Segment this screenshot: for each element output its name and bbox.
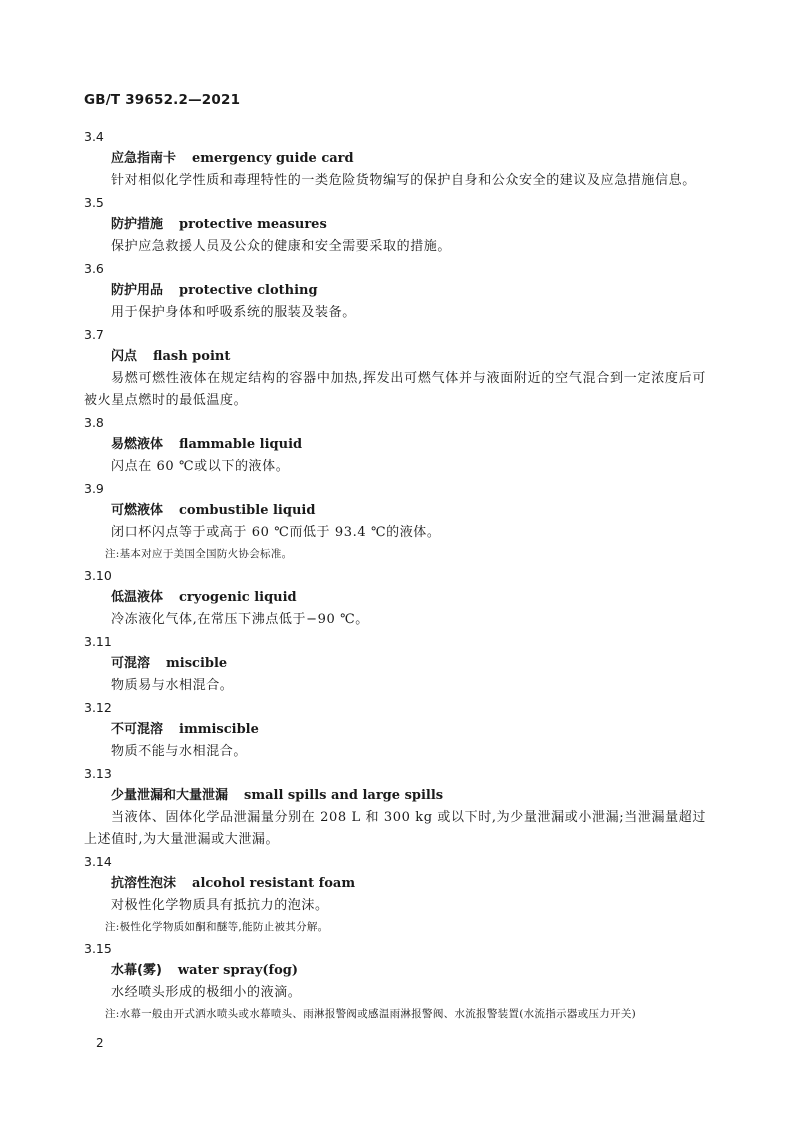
entry-definition: 物质易与水相混合。	[111, 678, 234, 693]
term-zh: 少量泄漏和大量泄漏	[111, 788, 229, 803]
entry-3-10	[84, 565, 706, 631]
entry-3-12	[84, 697, 706, 763]
entry-3-13	[84, 763, 706, 851]
entry-definition: 闭口杯闪点等于或高于 60 ℃而低于 93.4 ℃的液体。	[111, 525, 441, 540]
entry-term	[84, 719, 706, 741]
entry-number: 3.10	[84, 568, 112, 583]
term-en: immiscible	[179, 722, 259, 737]
entry-definition: 易燃可燃性液体在规定结构的容器中加热,挥发出可燃气体并与液面附近的空气混合到一定浓度后可被火星点燃时的最低温度。	[84, 371, 706, 408]
entry-3-7	[84, 324, 706, 412]
entry-number: 3.12	[84, 700, 112, 715]
entry-number: 3.15	[84, 941, 112, 956]
entry-number: 3.8	[84, 415, 104, 430]
entry-3-5	[84, 192, 706, 258]
entry-term	[84, 214, 706, 236]
term-zh: 可混溶	[111, 656, 151, 671]
term-en: miscible	[166, 656, 228, 671]
entry-definition: 物质不能与水相混合。	[111, 744, 248, 759]
term-zh: 应急指南卡	[111, 151, 177, 166]
entry-3-8	[84, 412, 706, 478]
entry-3-6	[84, 258, 706, 324]
entry-note: 注:基本对应于美国全国防火协会标准。	[105, 548, 293, 560]
term-zh: 水幕(雾)	[111, 963, 162, 978]
entry-definition: 保护应急救援人员及公众的健康和安全需要采取的措施。	[111, 239, 452, 254]
term-zh: 不可混溶	[111, 722, 164, 737]
term-zh: 防护措施	[111, 217, 164, 232]
entry-number: 3.6	[84, 261, 104, 276]
entry-3-14	[84, 851, 706, 938]
term-en: flammable liquid	[179, 437, 303, 452]
entry-3-11	[84, 631, 706, 697]
entry-definition: 当液体、固体化学品泄漏量分别在 208 L 和 300 kg 或以下时,为少量泄漏或小泄漏;当泄漏量超过上述值时,为大量泄漏或大泄漏。	[84, 810, 706, 847]
term-zh: 易燃液体	[111, 437, 164, 452]
entry-number: 3.14	[84, 854, 112, 869]
entry-definition: 水经喷头形成的极细小的液滴。	[111, 985, 302, 1000]
entry-term	[84, 346, 706, 368]
term-zh: 低温液体	[111, 590, 164, 605]
entry-note: 注:水幕一般由开式洒水喷头或水幕喷头、雨淋报警阀或感温雨淋报警阀、水流报警装置(水流指示器或压力开关)	[105, 1008, 637, 1020]
entry-definition: 针对相似化学性质和毒理特性的一类危险货物编写的保护自身和公众安全的建议及应急措施信息。	[111, 173, 696, 188]
entry-term	[84, 960, 706, 982]
terms-section	[84, 126, 706, 1025]
term-en: emergency guide card	[192, 151, 354, 166]
entry-definition: 冷冻液化气体,在常压下沸点低于−90 ℃。	[111, 612, 369, 627]
entry-number: 3.5	[84, 195, 104, 210]
entry-term	[84, 873, 706, 895]
term-en: protective measures	[179, 217, 327, 232]
term-en: small spills and large spills	[244, 788, 444, 803]
entry-3-4	[84, 126, 706, 192]
term-en: water spray(fog)	[177, 963, 299, 978]
term-zh: 抗溶性泡沫	[111, 876, 177, 891]
page-number: 2	[96, 1036, 104, 1050]
entry-term	[84, 434, 706, 456]
term-en: cryogenic liquid	[179, 590, 297, 605]
entry-3-9	[84, 478, 706, 565]
entry-number: 3.11	[84, 634, 112, 649]
entry-number: 3.9	[84, 481, 104, 496]
term-zh: 防护用品	[111, 283, 164, 298]
entry-term	[84, 653, 706, 675]
entry-term	[84, 587, 706, 609]
term-en: protective clothing	[179, 283, 318, 298]
entry-note: 注:极性化学物质如酮和醚等,能防止被其分解。	[105, 921, 329, 933]
term-en: alcohol resistant foam	[192, 876, 356, 891]
term-zh: 闪点	[111, 349, 138, 364]
entry-number: 3.7	[84, 327, 104, 342]
term-en: combustible liquid	[179, 503, 316, 518]
entry-definition: 对极性化学物质具有抵抗力的泡沫。	[111, 898, 329, 913]
standard-code: GB/T 39652.2—2021	[84, 92, 241, 108]
entry-term	[84, 785, 706, 807]
entry-term	[84, 500, 706, 522]
entry-term	[84, 148, 706, 170]
entry-definition: 用于保护身体和呼吸系统的服装及装备。	[111, 305, 356, 320]
entry-number: 3.4	[84, 129, 104, 144]
entry-term	[84, 280, 706, 302]
entry-number: 3.13	[84, 766, 112, 781]
entry-definition: 闪点在 60 ℃或以下的液体。	[111, 459, 290, 474]
entry-3-15	[84, 938, 706, 1025]
term-zh: 可燃液体	[111, 503, 164, 518]
term-en: flash point	[153, 349, 231, 364]
